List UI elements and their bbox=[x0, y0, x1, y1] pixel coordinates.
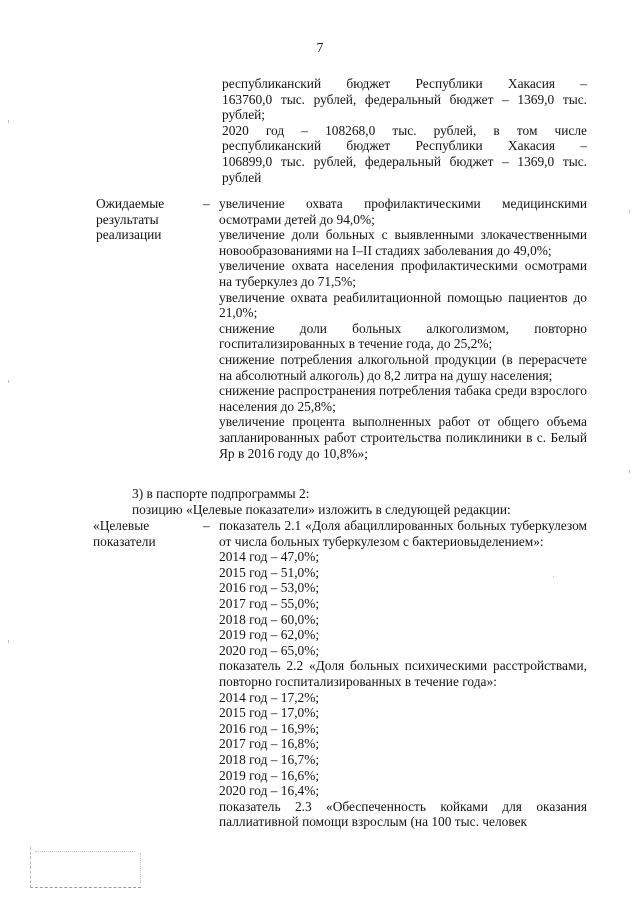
expected-result-item: увеличение охвата реабилитационной помощью пациентов до 21,0%; bbox=[219, 289, 587, 321]
indicator-year-value: 2018 год – 16,7%; bbox=[219, 751, 320, 767]
indicator-year-value: 2015 год – 51,0%; bbox=[219, 564, 320, 580]
funding-continuation bbox=[222, 76, 587, 185]
expected-result-item: увеличение доли больных с выявленными злокачественными новообразованиями на I–II стадиях заболевания до 49,0%; bbox=[219, 227, 587, 258]
indicator-year-value: 2014 год – 17,2%; bbox=[219, 689, 320, 705]
indicator-year-value: 2019 год – 16,6%; bbox=[219, 767, 320, 783]
indicator-year-value: 2015 год – 17,0%; bbox=[219, 705, 320, 721]
funding-line: рублей bbox=[222, 169, 262, 185]
indicator-title: показатель 2.2 «Доля больных психическими расстройствами, повторно госпитализированных в течение года»: bbox=[219, 658, 587, 689]
expected-result-item: увеличение процента выполненных работ от общего объема запланированных работ строительства поликлиники в с. Белый Яр в 2016 году до 10,8%»; bbox=[219, 414, 587, 461]
funding-line: 2020 год – 108268,0 тыс. рублей, в том числе bbox=[222, 122, 587, 138]
indicator-title: показатель 2.1 «Доля абациллированных больных туберкулезом от числа больных туберкулезом с бактериовыделением»: bbox=[219, 518, 587, 549]
funding-line: республиканский бюджет Республики Хакасия – bbox=[222, 76, 587, 91]
target-indicators-list bbox=[219, 518, 587, 830]
indicator-year-value: 2016 год – 16,9%; bbox=[219, 720, 320, 736]
subprogram-passport-line: 3) в паспорте подпрограммы 2: bbox=[132, 486, 310, 501]
expected-result-item: снижение распространения потребления табака среди взрослого населения до 25,8%; bbox=[219, 383, 587, 414]
scan-dot bbox=[629, 470, 630, 473]
page-number: 7 bbox=[316, 40, 324, 55]
expected-result-item: снижение доли больных алкоголизмом, повторно госпитализированных в течение года, до 25,2%; bbox=[219, 320, 587, 352]
indicator-year-value: 2016 год – 53,0%; bbox=[219, 580, 320, 596]
expected-results-dash: – bbox=[203, 196, 210, 211]
target-indicators-label: «Целевые показатели bbox=[93, 518, 156, 549]
scan-dot bbox=[8, 380, 9, 383]
funding-line: республиканский бюджет Республики Хакасия – bbox=[222, 138, 587, 154]
funding-line: 163760,0 тыс. рублей, федеральный бюджет – 1369,0 тыс. bbox=[222, 91, 587, 107]
indicator-title: показатель 2.3 «Обеспеченность койками для оказания паллиативной помощи взрослым (на 100 тыс. человек bbox=[219, 798, 587, 830]
position-statement-line: позицию «Целевые показатели» изложить в следующей редакции: bbox=[132, 502, 511, 517]
indicator-year-value: 2017 год – 55,0%; bbox=[219, 595, 320, 611]
funding-line: рублей; bbox=[222, 107, 266, 123]
indicator-year-value: 2018 год – 60,0%; bbox=[219, 611, 320, 627]
scan-stamp-mark bbox=[30, 847, 141, 888]
indicator-year-value: 2019 год – 62,0%; bbox=[219, 627, 320, 643]
indicator-year-value: 2020 год – 16,4%; bbox=[219, 783, 320, 799]
target-indicators-dash: – bbox=[203, 518, 210, 533]
expected-result-item: увеличение охвата населения профилактическими осмотрами на туберкулез до 71,5%; bbox=[219, 258, 587, 289]
expected-result-item: увеличение охвата профилактическими медицинскими осмотрами детей до 94,0%; bbox=[219, 196, 587, 227]
indicator-year-value: 2017 год – 16,8%; bbox=[219, 736, 320, 752]
funding-line: 106899,0 тыс. рублей, федеральный бюджет – 1369,0 тыс. bbox=[222, 153, 587, 169]
scan-dot bbox=[8, 640, 9, 643]
scan-dot bbox=[553, 576, 554, 577]
expected-results-label: Ожидаемые результаты реализации bbox=[96, 196, 165, 243]
indicator-year-value: 2014 год – 47,0%; bbox=[219, 549, 320, 565]
expected-results-list bbox=[219, 196, 587, 461]
expected-result-item: снижение потребления алкогольной продукции (в перерасчете на абсолютный алкоголь) до 8,2 литра на душу населения; bbox=[219, 351, 587, 383]
scan-dot bbox=[629, 210, 630, 213]
indicator-year-value: 2020 год – 65,0%; bbox=[219, 642, 320, 658]
scan-dot bbox=[8, 120, 9, 123]
